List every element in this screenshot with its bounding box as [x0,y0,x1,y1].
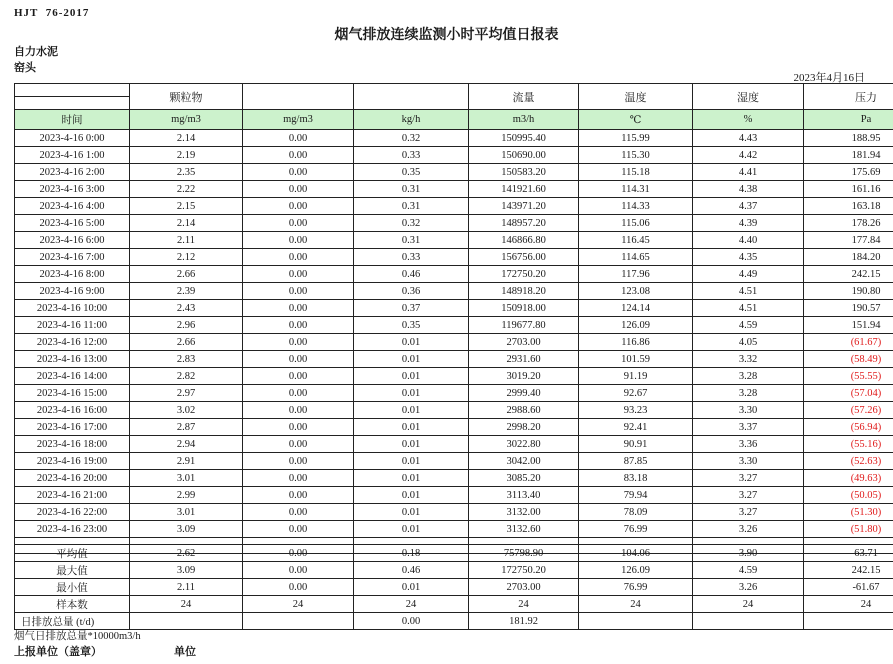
value-cell: 2.91 [130,453,243,470]
value-cell: 2988.60 [469,402,579,419]
value-cell: 2.19 [130,147,243,164]
value-cell: 0.00 [243,385,354,402]
row-label-cell: 2023-4-16 5:00 [15,215,130,232]
value-cell: 93.23 [579,402,693,419]
row-label-cell: 2023-4-16 16:00 [15,402,130,419]
column-header-flow: 流量 [469,84,579,110]
table-row [15,596,893,613]
value-cell: 0.00 [243,147,354,164]
row-label-cell: 最小值 [15,579,130,596]
value-cell: 2703.00 [469,334,579,351]
report-date: 2023年4月16日 [793,72,865,84]
value-cell: 2.15 [130,198,243,215]
value-cell: 2.94 [130,436,243,453]
value-cell: 0.01 [354,579,469,596]
table-row [15,613,893,630]
value-cell: 0.37 [354,300,469,317]
value-cell: 2.11 [130,579,243,596]
unit-cell-celsius: ℃ [579,110,693,130]
value-cell: 178.26 [804,215,893,232]
value-cell: (55.16) [804,436,893,453]
value-cell: 0.01 [354,470,469,487]
value-cell: 0.00 [243,470,354,487]
value-cell: 0.00 [243,351,354,368]
row-label-cell: 日排放总量 (t/d) [15,613,130,630]
value-cell: 4.41 [693,164,804,181]
value-cell: 0.31 [354,181,469,198]
value-cell: 0.01 [354,504,469,521]
value-cell: 3113.40 [469,487,579,504]
value-cell: 24 [354,596,469,613]
row-label-cell: 2023-4-16 14:00 [15,368,130,385]
value-cell: 0.01 [354,487,469,504]
table-row [15,545,893,562]
report-unit-label: 上报单位（盖章） [14,646,102,658]
value-cell: 3.36 [693,436,804,453]
table-row [15,232,893,249]
table-row [15,368,893,385]
value-cell: 114.33 [579,198,693,215]
value-cell: 4.35 [693,249,804,266]
value-cell: 0.33 [354,147,469,164]
value-cell: 0.46 [354,266,469,283]
value-cell: 2.35 [130,164,243,181]
value-cell: 141921.60 [469,181,579,198]
value-cell: 150690.00 [469,147,579,164]
value-cell: 3019.20 [469,368,579,385]
hourly-rows-body [15,130,893,538]
value-cell: 2.82 [130,368,243,385]
value-cell: 3.32 [693,351,804,368]
value-cell: 0.00 [243,198,354,215]
value-cell: 2.66 [130,334,243,351]
value-cell: 115.06 [579,215,693,232]
row-label-cell: 2023-4-16 21:00 [15,487,130,504]
table-row [15,419,893,436]
value-cell: 242.15 [804,562,893,579]
value-cell: 76.99 [579,579,693,596]
value-cell [243,613,354,630]
value-cell: 0.31 [354,232,469,249]
value-cell: 3.27 [693,504,804,521]
value-cell: 4.39 [693,215,804,232]
value-cell: (56.94) [804,419,893,436]
row-label-cell: 2023-4-16 3:00 [15,181,130,198]
value-cell: 2.39 [130,283,243,300]
value-cell: (49.63) [804,470,893,487]
value-cell: 0.00 [243,545,354,562]
value-cell: 161.16 [804,181,893,198]
value-cell: 150995.40 [469,130,579,147]
value-cell: 24 [579,596,693,613]
value-cell: 124.14 [579,300,693,317]
value-cell: 2.43 [130,300,243,317]
value-cell: 101.59 [579,351,693,368]
row-label-cell: 2023-4-16 1:00 [15,147,130,164]
value-cell [693,613,804,630]
value-cell: 79.94 [579,487,693,504]
value-cell: 4.59 [693,317,804,334]
value-cell: 184.20 [804,249,893,266]
row-label-cell: 平均值 [15,545,130,562]
value-cell: 2999.40 [469,385,579,402]
value-cell: 0.01 [354,334,469,351]
value-cell: 0.01 [354,419,469,436]
row-label-cell: 2023-4-16 19:00 [15,453,130,470]
value-cell: 143971.20 [469,198,579,215]
value-cell: 91.19 [579,368,693,385]
value-cell: (51.30) [804,504,893,521]
value-cell: 0.00 [243,317,354,334]
value-cell: 24 [469,596,579,613]
value-cell: 0.00 [243,368,354,385]
unit-cell-mgm3-2: mg/m3 [243,110,354,130]
value-cell: 163.18 [804,198,893,215]
value-cell: 3.01 [130,504,243,521]
value-cell: 2.83 [130,351,243,368]
value-cell: 0.00 [243,232,354,249]
value-cell: 2.14 [130,215,243,232]
row-label-cell: 样本数 [15,596,130,613]
page-title: 烟气排放连续监测小时平均值日报表 [334,28,559,43]
value-cell: 190.80 [804,283,893,300]
value-cell: 0.32 [354,215,469,232]
unit-cell-mgm3-1: mg/m3 [130,110,243,130]
value-cell: 24 [243,596,354,613]
value-cell: 0.46 [354,562,469,579]
value-cell: 126.09 [579,562,693,579]
value-cell: 0.00 [243,181,354,198]
value-cell: 114.65 [579,249,693,266]
value-cell: 0.18 [354,545,469,562]
value-cell: 24 [804,596,893,613]
row-label-cell: 2023-4-16 4:00 [15,198,130,215]
main-data-table [14,83,893,554]
column-header-temperature: 温度 [579,84,693,110]
value-cell: 0.00 [354,613,469,630]
footer-line [14,643,196,659]
row-label-cell: 2023-4-16 12:00 [15,334,130,351]
value-cell: (50.05) [804,487,893,504]
value-cell: 90.91 [579,436,693,453]
row-label-cell: 2023-4-16 0:00 [15,130,130,147]
monitor-point-name: 窑头 [14,62,36,74]
value-cell: 92.41 [579,419,693,436]
value-cell: 151.94 [804,317,893,334]
value-cell: 0.00 [243,249,354,266]
value-cell: 104.06 [579,545,693,562]
value-cell: 4.42 [693,147,804,164]
value-cell: 75798.90 [469,545,579,562]
value-cell: 150918.00 [469,300,579,317]
table-row [15,351,893,368]
row-label-cell: 2023-4-16 15:00 [15,385,130,402]
row-label-cell: 2023-4-16 8:00 [15,266,130,283]
value-cell: 2.22 [130,181,243,198]
value-cell: 190.57 [804,300,893,317]
value-cell: 0.00 [243,164,354,181]
unit-label: 单位 [174,646,196,658]
row-label-cell: 2023-4-16 10:00 [15,300,130,317]
value-cell: 3132.60 [469,521,579,538]
value-cell: 4.51 [693,300,804,317]
row-label-cell: 2023-4-16 17:00 [15,419,130,436]
unit-cell-time: 时间 [15,110,130,130]
value-cell: 3085.20 [469,470,579,487]
value-cell: 2703.00 [469,579,579,596]
table-row [15,436,893,453]
table-row [15,579,893,596]
table-row [15,334,893,351]
value-cell: 0.00 [243,562,354,579]
value-cell: 0.01 [354,521,469,538]
table-row [15,504,893,521]
value-cell: 3.26 [693,579,804,596]
doc-code: HJT 76-2017 [14,7,90,19]
value-cell: 146866.80 [469,232,579,249]
row-label-cell: 2023-4-16 7:00 [15,249,130,266]
table-row [15,266,893,283]
value-cell: 3.90 [693,545,804,562]
value-cell: 2931.60 [469,351,579,368]
value-cell: 4.38 [693,181,804,198]
value-cell: 115.18 [579,164,693,181]
value-cell: 83.18 [579,470,693,487]
table-row [15,521,893,538]
value-cell: 3.26 [693,521,804,538]
value-cell: 3.09 [130,521,243,538]
value-cell: (57.26) [804,402,893,419]
column-header-blank-1 [243,84,354,110]
value-cell: 3.30 [693,453,804,470]
table-row [15,402,893,419]
row-label-cell: 2023-4-16 6:00 [15,232,130,249]
value-cell: 0.32 [354,130,469,147]
value-cell: 0.00 [243,419,354,436]
value-cell: 0.00 [243,453,354,470]
value-cell: 0.00 [243,521,354,538]
row-label-cell: 2023-4-16 23:00 [15,521,130,538]
value-cell: 4.05 [693,334,804,351]
value-cell: 3.27 [693,470,804,487]
value-cell: 0.00 [243,504,354,521]
table-row [15,317,893,334]
value-cell: 0.00 [243,487,354,504]
value-cell: 0.36 [354,283,469,300]
value-cell: 172750.20 [469,562,579,579]
value-cell: 2.87 [130,419,243,436]
row-label-cell: 2023-4-16 20:00 [15,470,130,487]
unit-cell-pa: Pa [804,110,893,130]
value-cell: (55.55) [804,368,893,385]
footnote: 烟气日排放总量*10000m3/h [14,631,141,642]
value-cell: 148957.20 [469,215,579,232]
value-cell: (58.49) [804,351,893,368]
value-cell: 242.15 [804,266,893,283]
value-cell: 2.96 [130,317,243,334]
value-cell: 2.12 [130,249,243,266]
value-cell: 0.00 [243,579,354,596]
value-cell: 0.01 [354,453,469,470]
unit-cell-m3h: m3/h [469,110,579,130]
value-cell: 0.35 [354,317,469,334]
row-label-cell: 2023-4-16 2:00 [15,164,130,181]
time-header-bottom-cell [15,97,130,110]
table-row [15,562,893,579]
value-cell: 4.51 [693,283,804,300]
value-cell: 0.01 [354,351,469,368]
row-label-cell: 2023-4-16 18:00 [15,436,130,453]
value-cell: 0.01 [354,368,469,385]
value-cell: 24 [130,596,243,613]
value-cell: 2.66 [130,266,243,283]
value-cell: 3.09 [130,562,243,579]
value-cell: 3.28 [693,368,804,385]
column-header-humidity: 湿度 [693,84,804,110]
summary-table [14,544,893,630]
unit-cell-kgh: kg/h [354,110,469,130]
value-cell: 0.01 [354,436,469,453]
units-row [15,110,893,130]
value-cell: 3.01 [130,470,243,487]
value-cell: -61.67 [804,579,893,596]
value-cell [579,613,693,630]
value-cell: 4.49 [693,266,804,283]
value-cell: 188.95 [804,130,893,147]
row-label-cell: 2023-4-16 11:00 [15,317,130,334]
row-label-cell: 最大值 [15,562,130,579]
table-row [15,130,893,147]
value-cell: 150583.20 [469,164,579,181]
value-cell: 156756.00 [469,249,579,266]
value-cell: (52.63) [804,453,893,470]
row-label-cell: 2023-4-16 22:00 [15,504,130,521]
value-cell: 2.99 [130,487,243,504]
value-cell: 0.35 [354,164,469,181]
value-cell: 3132.00 [469,504,579,521]
value-cell: 0.00 [243,334,354,351]
value-cell: 0.01 [354,385,469,402]
value-cell: (61.67) [804,334,893,351]
value-cell: 172750.20 [469,266,579,283]
value-cell: 115.99 [579,130,693,147]
value-cell: 0.00 [243,402,354,419]
table-row [15,487,893,504]
value-cell: 87.85 [579,453,693,470]
table-row [15,215,893,232]
value-cell: 181.92 [469,613,579,630]
value-cell: 0.00 [243,283,354,300]
value-cell: 114.31 [579,181,693,198]
value-cell: 0.00 [243,215,354,232]
row-label-cell: 2023-4-16 13:00 [15,351,130,368]
value-cell: 3.28 [693,385,804,402]
value-cell: 123.08 [579,283,693,300]
value-cell: 0.33 [354,249,469,266]
value-cell: 3.30 [693,402,804,419]
value-cell: 2998.20 [469,419,579,436]
table-row [15,249,893,266]
company-name: 自力水泥 [14,46,58,58]
value-cell: 119677.80 [469,317,579,334]
value-cell: 0.00 [243,266,354,283]
value-cell [130,613,243,630]
value-cell: 3.37 [693,419,804,436]
table-row [15,385,893,402]
row-label-cell: 2023-4-16 9:00 [15,283,130,300]
value-cell: 115.30 [579,147,693,164]
table-row [15,164,893,181]
value-cell: 116.86 [579,334,693,351]
group-header-row [15,84,893,97]
time-header-top-cell [15,84,130,97]
value-cell: 3022.80 [469,436,579,453]
value-cell: 181.94 [804,147,893,164]
value-cell [804,613,893,630]
value-cell: 4.59 [693,562,804,579]
summary-rows-body [15,545,893,630]
value-cell: 175.69 [804,164,893,181]
value-cell: 2.97 [130,385,243,402]
table-row [15,181,893,198]
value-cell: 3.27 [693,487,804,504]
table-row [15,283,893,300]
value-cell: (57.04) [804,385,893,402]
value-cell: 92.67 [579,385,693,402]
value-cell: 0.00 [243,436,354,453]
value-cell: 0.31 [354,198,469,215]
value-cell: 24 [693,596,804,613]
value-cell: 3042.00 [469,453,579,470]
value-cell: 3.02 [130,402,243,419]
value-cell: (51.80) [804,521,893,538]
column-header-pressure: 压力 [804,84,893,110]
table-row [15,147,893,164]
value-cell: 177.84 [804,232,893,249]
value-cell: 0.01 [354,402,469,419]
table-row [15,300,893,317]
value-cell: 78.09 [579,504,693,521]
table-row [15,453,893,470]
value-cell: 116.45 [579,232,693,249]
unit-cell-percent: % [693,110,804,130]
value-cell: 76.99 [579,521,693,538]
column-header-particulate: 颗粒物 [130,84,243,110]
value-cell: 4.40 [693,232,804,249]
value-cell: 2.11 [130,232,243,249]
value-cell: 148918.20 [469,283,579,300]
value-cell: 63.71 [804,545,893,562]
value-cell: 2.62 [130,545,243,562]
value-cell: 4.43 [693,130,804,147]
value-cell: 2.14 [130,130,243,147]
value-cell: 126.09 [579,317,693,334]
value-cell: 117.96 [579,266,693,283]
value-cell: 0.00 [243,300,354,317]
column-header-blank-2 [354,84,469,110]
table-row [15,198,893,215]
value-cell: 0.00 [243,130,354,147]
value-cell: 4.37 [693,198,804,215]
table-row [15,470,893,487]
